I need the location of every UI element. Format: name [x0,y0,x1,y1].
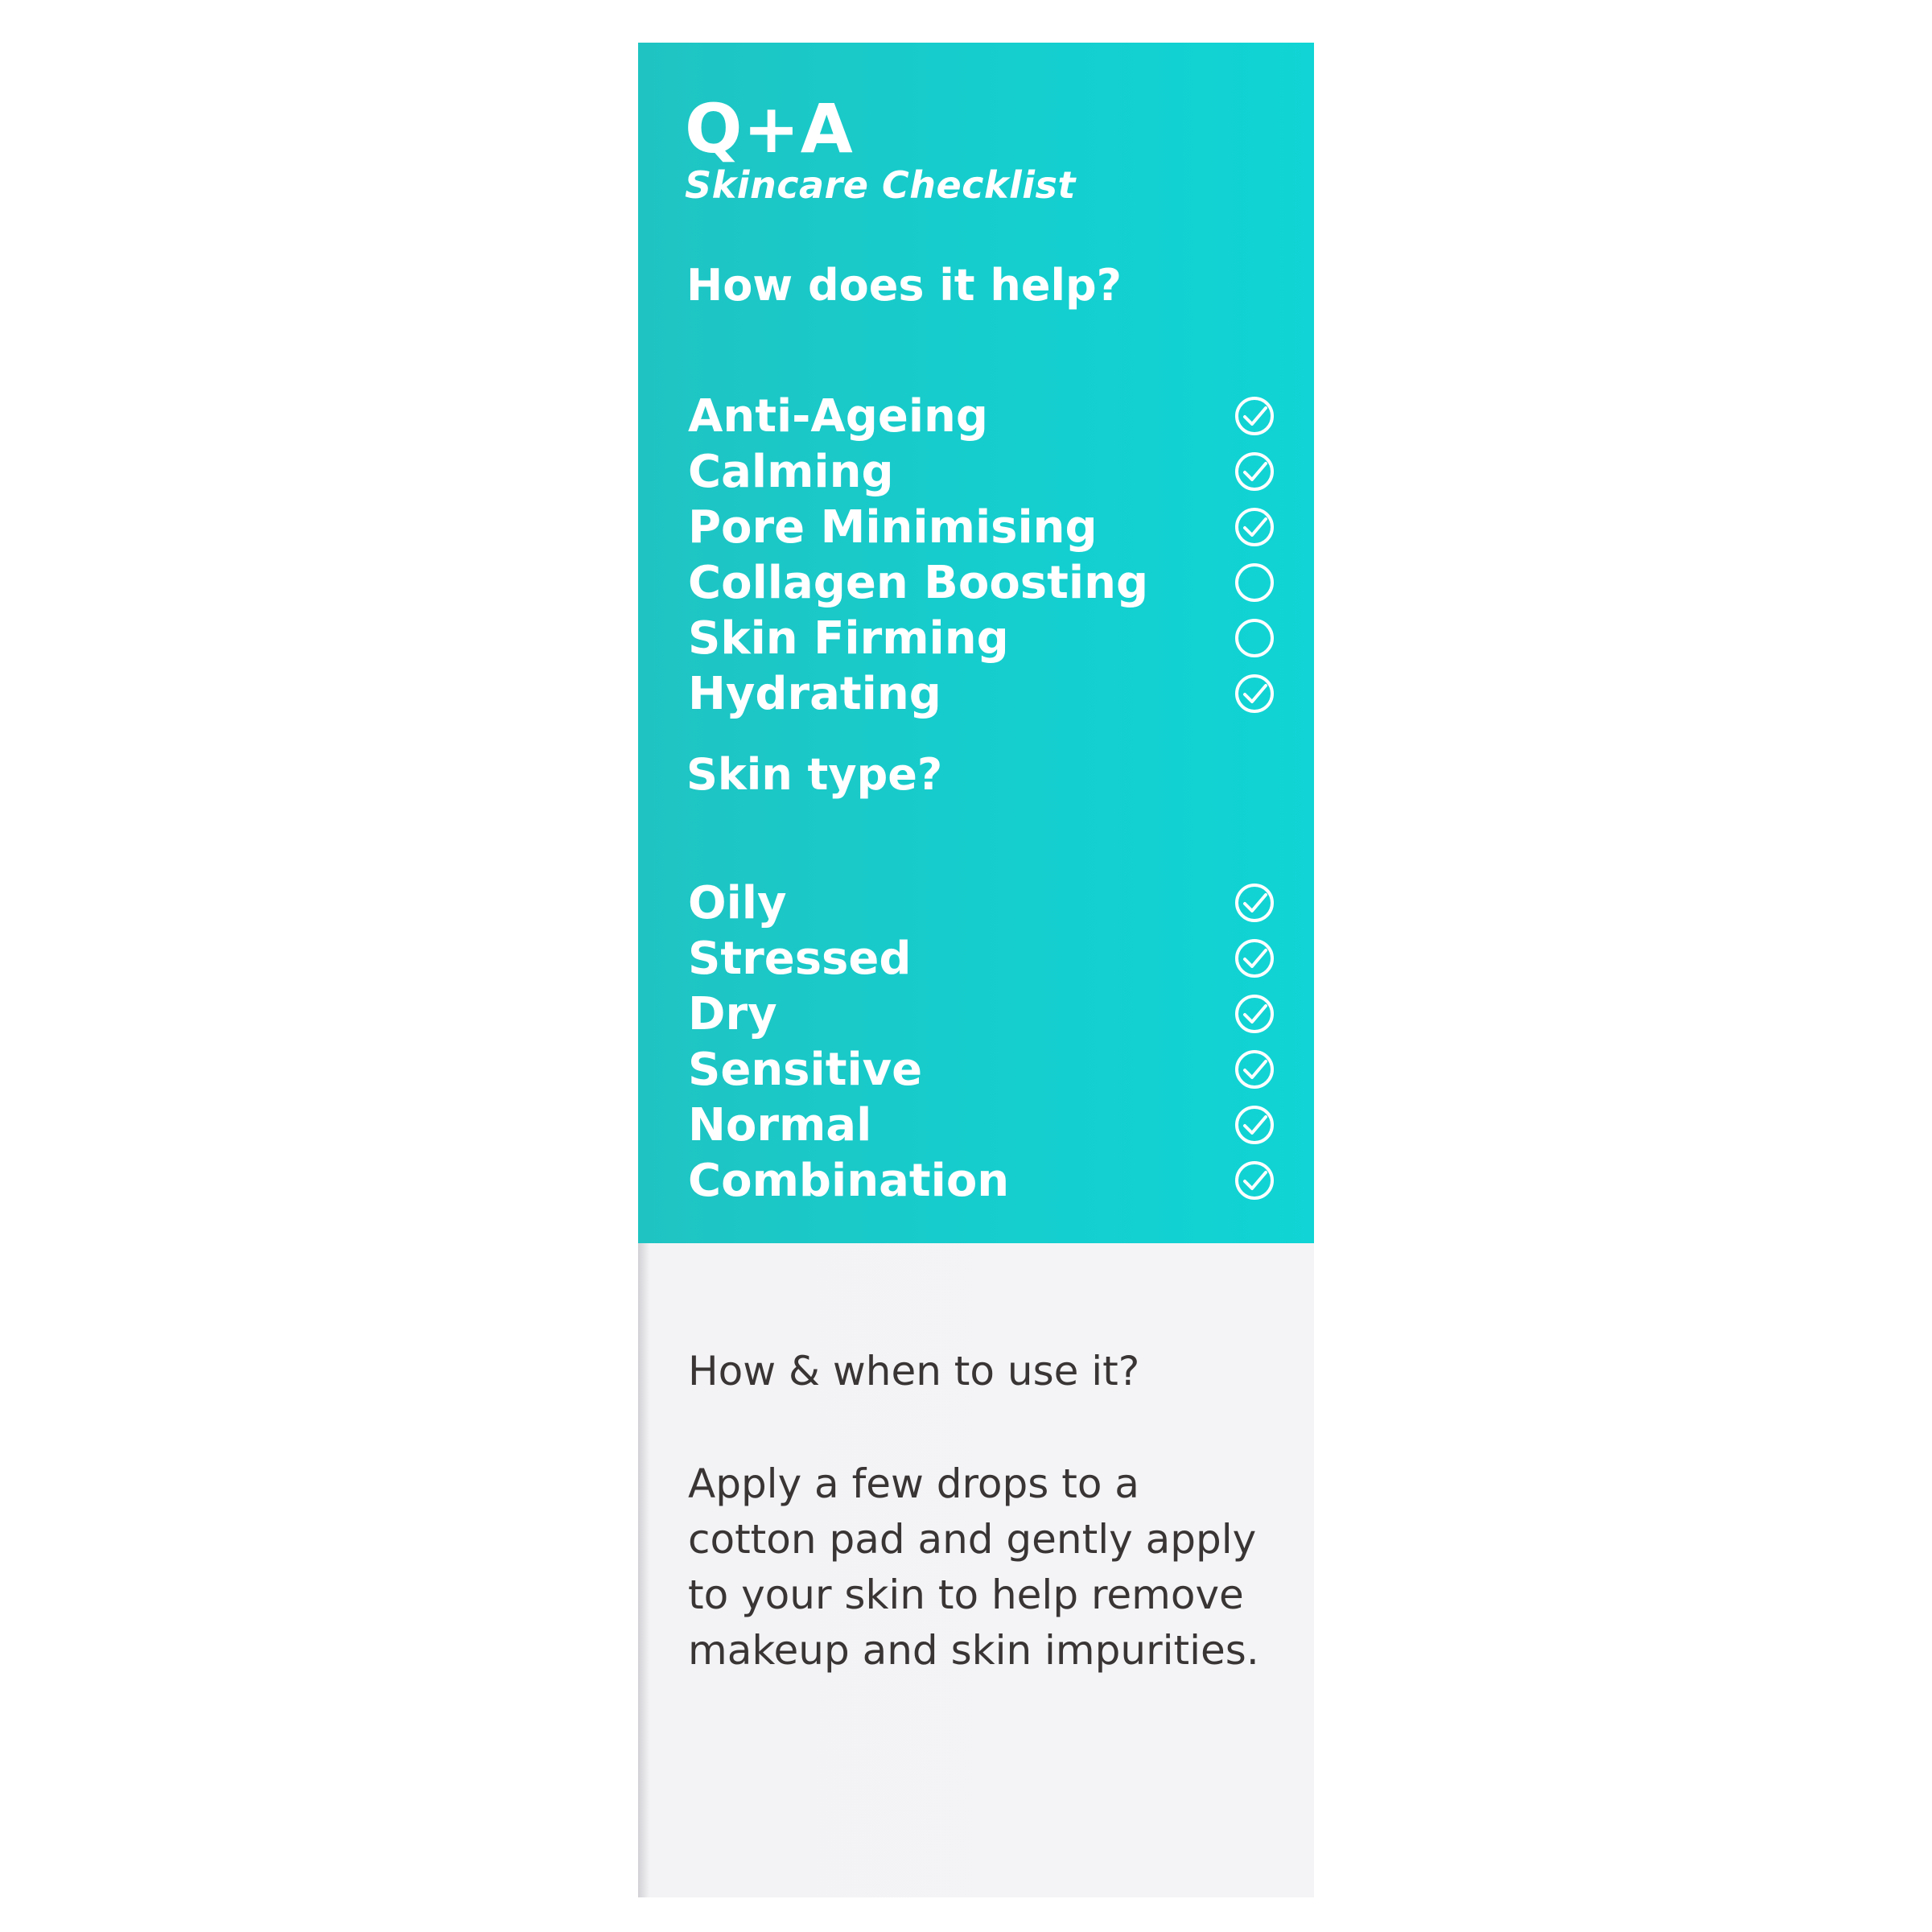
checked-circle-icon [1234,673,1275,715]
skin-type-item-label: Oily [688,877,787,929]
checklist-title: Skincare Checklist [685,163,1076,207]
usage-instructions: Apply a few drops to a cotton pad and gently apply to your skin to help remove makeup and skin impurities. [688,1460,1259,1674]
empty-circle-icon [1234,617,1275,659]
help-item [688,500,1275,555]
checked-circle-icon [1234,882,1275,924]
checked-circle-icon [1234,1048,1275,1090]
checked-circle-icon [1234,1160,1275,1201]
help-item-label: Hydrating [688,668,941,720]
help-item-label: Pore Minimising [688,501,1098,554]
skin-type-item [688,931,1275,987]
skincare-checklist-panel [638,43,1314,1243]
brand-logo: Q+A [685,89,854,168]
help-item [688,389,1275,444]
help-item [688,666,1275,722]
skin-type-item [688,1153,1275,1209]
checked-circle-icon [1234,506,1275,548]
help-item-label: Collagen Boosting [688,557,1149,609]
skin-type-item-label: Stressed [688,933,912,985]
checked-circle-icon [1234,451,1275,492]
help-item-label: Calming [688,446,894,498]
checked-circle-icon [1234,937,1275,979]
skin-type-item-label: Normal [688,1099,872,1151]
skin-type-heading: Skin type? [686,749,943,800]
skin-type-item-label: Combination [688,1155,1010,1207]
checked-circle-icon [1234,993,1275,1035]
skin-type-item [688,875,1275,931]
checked-circle-icon [1234,395,1275,437]
help-item [688,555,1275,611]
empty-circle-icon [1234,562,1275,603]
usage-panel [638,1243,1314,1897]
product-box-side-panel [638,43,1314,1897]
help-item [688,611,1275,666]
skin-type-item [688,1042,1275,1098]
skin-type-item [688,987,1275,1042]
help-item-label: Anti-Ageing [688,390,988,443]
help-heading: How does it help? [686,260,1122,311]
skin-type-item-label: Sensitive [688,1044,923,1096]
help-item-label: Skin Firming [688,612,1009,665]
skin-type-item-label: Dry [688,988,777,1040]
usage-heading: How & when to use it? [688,1348,1140,1394]
skin-type-checklist [688,875,1275,1209]
skin-type-item [688,1098,1275,1153]
checked-circle-icon [1234,1104,1275,1146]
help-item [688,444,1275,500]
help-checklist [688,389,1275,722]
